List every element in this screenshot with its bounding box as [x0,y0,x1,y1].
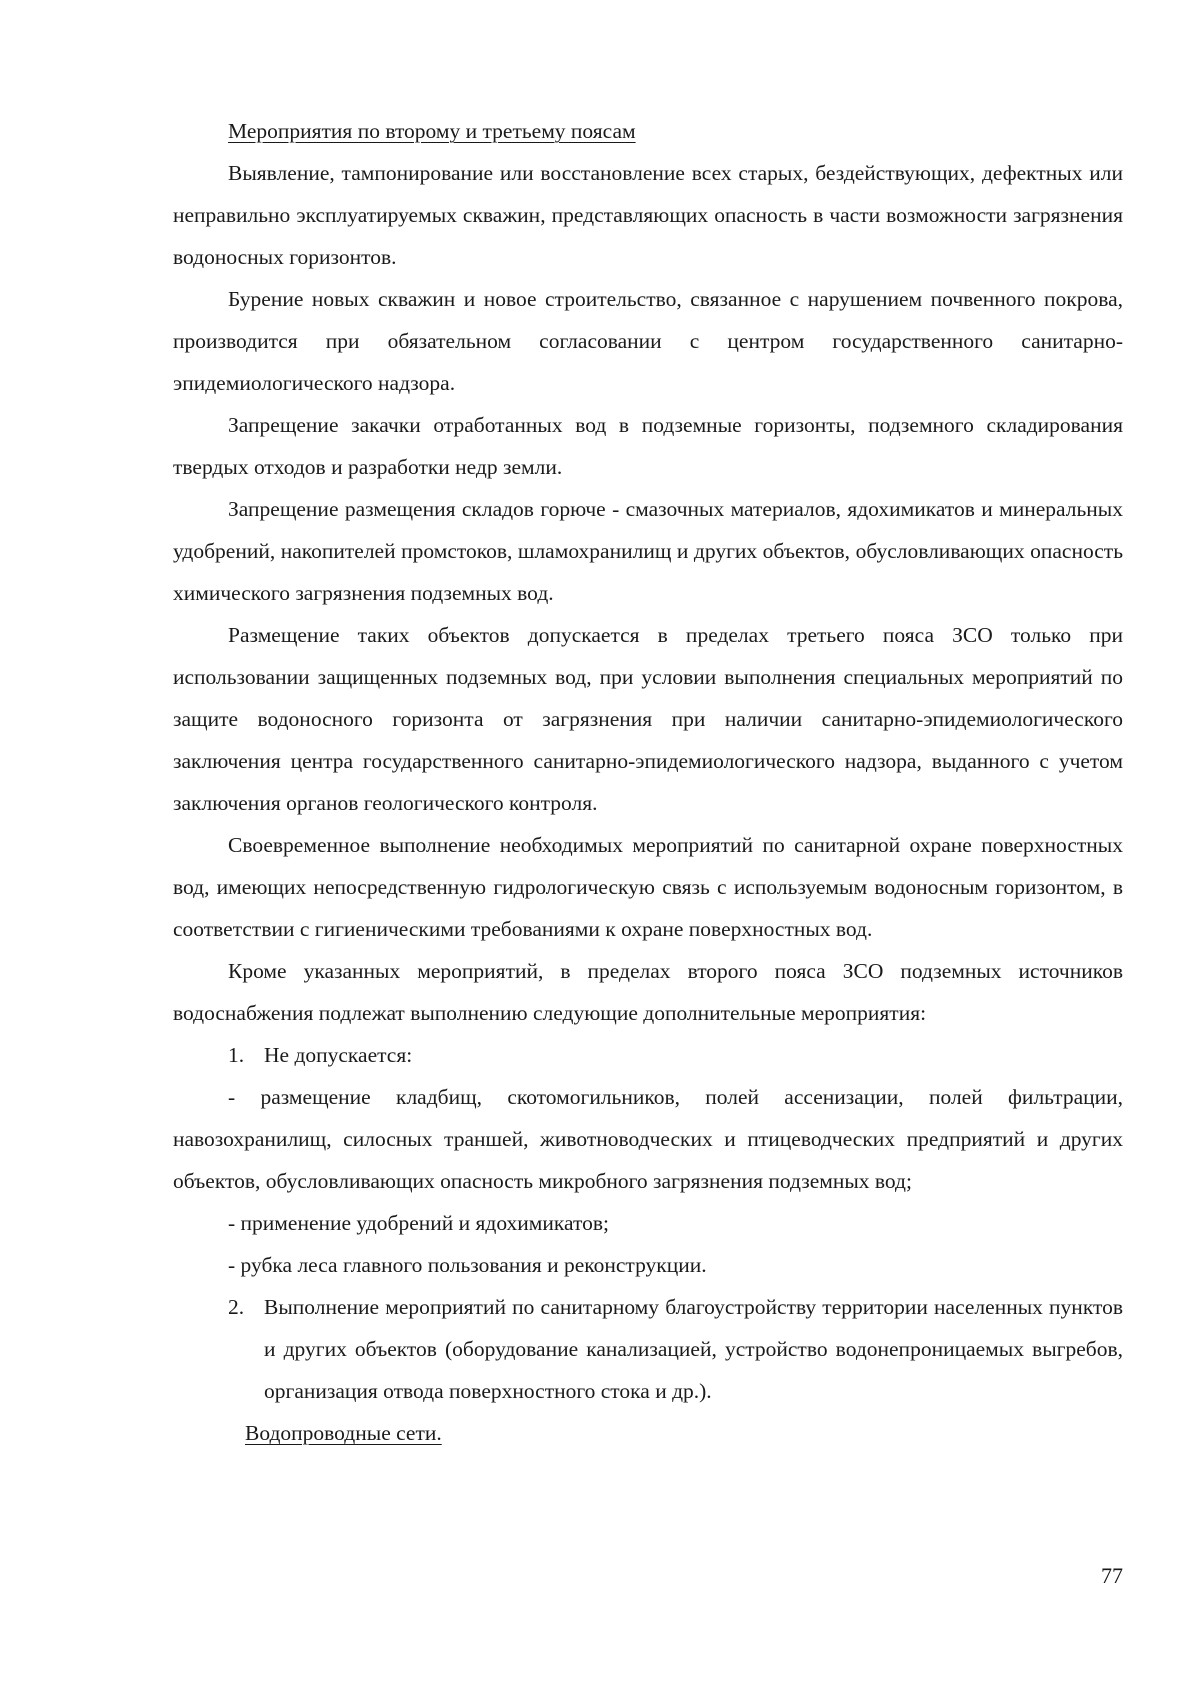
paragraph-additional-measures: Кроме указанных мероприятий, в пределах второго пояса ЗСО подземных источников водоснабжения подлежат выполнению следующие дополнительные мероприятия: [173,959,1123,1025]
document-page [173,110,1123,1454]
list-item-1 [173,1034,1123,1076]
paragraph-wells: Выявление, тампонирование или восстановление всех старых, бездействующих, дефектных или неправильно эксплуатируемых скважин, представляющих опасность в части возможности загрязнения водоносных горизонтов. [173,161,1123,269]
paragraph-drilling: Бурение новых скважин и новое строительство, связанное с нарушением почвенного покрова, производится при обязательном согласовании с центром государственного санитарно-эпидемиологического надзора. [173,287,1123,395]
page-number: 77 [1101,1563,1123,1588]
section-heading: Мероприятия по второму и третьему поясам [228,119,636,143]
paragraph-surface-water: Своевременное выполнение необходимых мероприятий по санитарной охране поверхностных вод, имеющих непосредственную гидрологическую связь с используемым водоносным горизонтом, в соответствии с гигиеническими требованиями к охране поверхностных вод. [173,833,1123,941]
list-number: 2. [228,1295,245,1319]
paragraph-storage-ban: Запрещение размещения складов горюче - смазочных материалов, ядохимикатов и минеральных удобрений, накопителей промстоков, шламохранилищ и других объектов, обусловливающих опасность химического загрязнения подземных вод. [173,497,1123,605]
list-text: Не допускается: [264,1043,413,1067]
dash-item-logging: - рубка леса главного пользования и реконструкции. [228,1253,707,1277]
dash-item-fertilizers: - применение удобрений и ядохимикатов; [228,1211,610,1235]
list-text: Выполнение мероприятий по санитарному благоустройству территории населенных пунктов и других объектов (оборудование канализацией, устройство водонепроницаемых выгребов, организация отвода поверхностного стока и др.). [264,1295,1123,1403]
subheading-water-networks: Водопроводные сети. [245,1421,442,1445]
dash-item-cemeteries: - размещение кладбищ, скотомогильников, полей ассенизации, полей фильтрации, навозохранилищ, силосных траншей, животноводческих и птицеводческих предприятий и других объектов, обусловливающих опасность микробного загрязнения подземных вод; [173,1085,1123,1193]
paragraph-injection-ban: Запрещение закачки отработанных вод в подземные горизонты, подземного складирования твердых отходов и разработки недр земли. [173,413,1123,479]
list-number: 1. [228,1043,245,1067]
paragraph-placement: Размещение таких объектов допускается в пределах третьего пояса ЗСО только при использовании защищенных подземных вод, при условии выполнения специальных мероприятий по защите водоносного горизонта от загрязнения при наличии санитарно-эпидемиологического заключения центра государственного санитарно-эпидемиологического надзора, выданного с учетом заключения органов геологического контроля. [173,623,1123,815]
list-item-2 [173,1286,1123,1412]
